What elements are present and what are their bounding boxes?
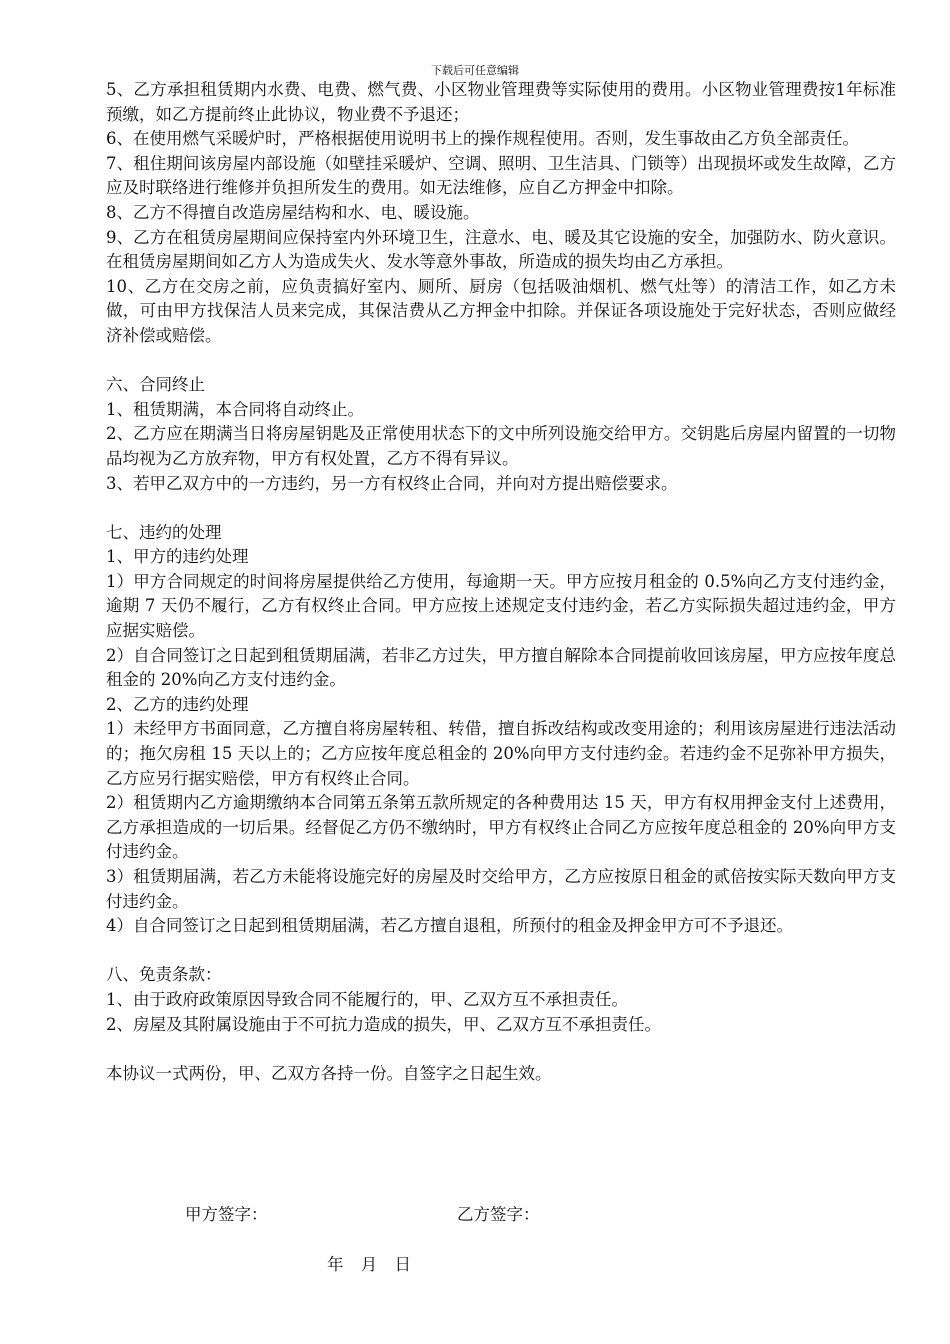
clause-9: 9、乙方在租赁房屋期间应保持室内外环境卫生，注意水、电、暖及其它设施的安全，加强防水、防火意识。在租赁房屋期间如乙方人为造成失火、发水等意外事故，所造成的损失均由乙方承担。 — [106, 227, 896, 272]
exemption-item-2: 2、房屋及其附属设施由于不可抗力造成的损失，甲、乙双方互不承担责任。 — [106, 1014, 661, 1034]
section-heading-termination: 六、合同终止 — [106, 375, 205, 395]
breach-b-item-4: 4）自合同签订之日起到租赁期届满，若乙方擅自退租，所预付的租金及押金甲方可不予退还。 — [106, 916, 793, 936]
blank-line — [106, 1037, 896, 1062]
section-heading-breach: 七、违约的处理 — [106, 522, 222, 542]
clause-5: 5、乙方承担租赁期内水费、电费、燃气费、小区物业管理费等实际使用的费用。小区物业管理费按1年标准预缴，如乙方提前终止此协议，物业费不予退还； — [106, 80, 896, 124]
effective-clause: 本协议一式两份，甲、乙双方各持一份。自签字之日起生效。 — [106, 1063, 552, 1083]
clause-6: 6、在使用燃气采暖炉时，严格根据使用说明书上的操作规程使用。否则，发生事故由乙方负全部责任。 — [106, 129, 859, 149]
breach-a-item-2: 2）自合同签订之日起到租赁期届满，若非乙方过失，甲方擅自解除本合同提前收回该房屋，甲方应按年度总租金的 20%向乙方支付违约金。 — [106, 645, 896, 690]
blank-line — [106, 939, 896, 964]
termination-item-2: 2、乙方应在期满当日将房屋钥匙及正常使用状态下的文中所列设施交给甲方。交钥匙后房屋内留置的一切物品均视为乙方放弃物，甲方有权处置，乙方不得有异议。 — [106, 424, 896, 468]
blank-line — [106, 349, 896, 374]
clause-10: 10、乙方在交房之前，应负责搞好室内、厕所、厨房（包括吸油烟机、燃气灶等）的清洁工作，如乙方未做，可由甲方找保洁人员来完成，其保洁费从乙方押金中扣除。并保证各项设施处于完好状态，否则应做经济补偿或赔偿。 — [106, 276, 896, 345]
blank-line — [106, 496, 896, 521]
breach-b-item-3: 3）租赁期届满，若乙方未能将设施完好的房屋及时交给甲方，乙方应按原日租金的贰倍按实际天数向甲方支付违约金。 — [106, 867, 896, 911]
breach-b-item-1: 1）未经甲方书面同意，乙方擅自将房屋转租、转借，擅自拆改结构或改变用途的；利用该房屋进行违法活动的；拖欠房租 15 天以上的；乙方应按年度总租金的 20%向甲方支付违约金。若违约金不足弥补甲方损失，乙方应另行据实赔偿，甲方有权终止合同。 — [106, 719, 896, 788]
document-body — [106, 78, 896, 1086]
breach-a-item-1: 1）甲方合同规定的时间将房屋提供给乙方使用，每逾期一天。甲方应按月租金的 0.5%向乙方支付违约金，逾期 7 天仍不履行，乙方有权终止合同。甲方应按上述规定支付违约金，若乙方实际损失超过违约金，甲方应据实赔偿。 — [106, 571, 896, 641]
breach-subheading-party-a: 1、甲方的违约处理 — [106, 547, 249, 567]
signature-date: 年 月 日 — [327, 1255, 411, 1274]
breach-b-item-2: 2）租赁期内乙方逾期缴纳本合同第五条第五款所规定的各种费用达 15 天，甲方有权用押金支付上述费用，乙方承担造成的一切后果。经督促乙方仍不缴纳时，甲方有权终止合同乙方应按年度总租金的 20%向甲方支付违约金。 — [106, 793, 896, 862]
party-b-signature-label: 乙方签字： — [457, 1205, 540, 1224]
clause-7: 7、租住期间该房屋内部设施（如壁挂采暖炉、空调、照明、卫生洁具、门锁等）出现损坏或发生故障，乙方应及时联络进行维修并负担所发生的费用。如无法维修，应自乙方押金中扣除。 — [106, 153, 896, 198]
termination-item-1: 1、租赁期满，本合同将自动终止。 — [106, 399, 364, 419]
party-a-signature-label: 甲方签字： — [185, 1205, 268, 1224]
section-heading-exemption: 八、免责条款： — [106, 965, 222, 985]
document-header: 下载后可任意编辑 — [431, 64, 519, 77]
termination-item-3: 3、若甲乙双方中的一方违约，另一方有权终止合同，并向对方提出赔偿要求。 — [106, 473, 678, 493]
breach-subheading-party-b: 2、乙方的违约处理 — [106, 694, 249, 714]
exemption-item-1: 1、由于政府政策原因导致合同不能履行的，甲、乙双方互不承担责任。 — [106, 989, 628, 1009]
clause-8: 8、乙方不得擅自改造房屋结构和水、电、暖设施。 — [106, 202, 480, 222]
